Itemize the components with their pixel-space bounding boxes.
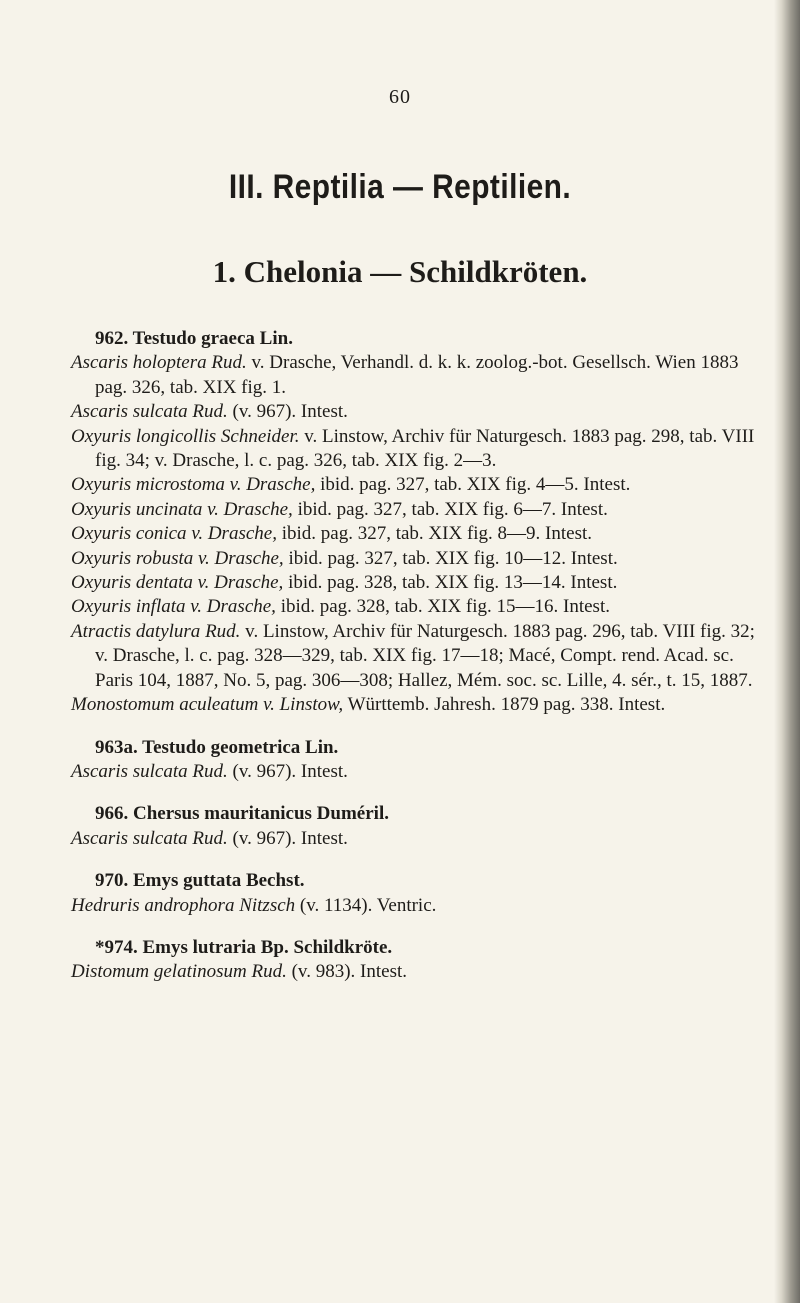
parasite-entry (71, 693, 771, 717)
parasite-name: Oxyuris longicollis (71, 425, 217, 447)
parasite-author: v. Drasche, (207, 498, 293, 520)
parasite-entry (71, 351, 771, 400)
parasite-name: Ascaris sulcata (71, 760, 188, 782)
host-species-heading: 962. Testudo graeca Lin. (95, 328, 293, 349)
reference-text: (v. 967). Intest. (227, 760, 348, 782)
parasite-author: v. Drasche, (191, 523, 277, 545)
parasite-name: Ascaris holoptera (71, 352, 207, 374)
parasite-name: Oxyuris uncinata (71, 498, 203, 520)
parasite-entry (71, 595, 771, 619)
parasite-entry (71, 760, 771, 784)
parasite-author: v. Drasche, (198, 547, 284, 569)
page-number: 60 (389, 86, 411, 108)
parasite-entry (71, 571, 771, 595)
parasite-author: Rud. (192, 401, 228, 423)
host-species-heading: 966. Chersus mauritanicus Duméril. (95, 803, 389, 825)
reference-text: (v. 1134). Ventric. (295, 894, 437, 916)
subsection-title: 1. Chelonia — Schildkröten. (212, 254, 588, 289)
parasite-entry (71, 498, 771, 522)
parasite-name: Hedruris androphora (71, 894, 235, 916)
parasite-entry (71, 473, 771, 497)
parasite-entry (71, 400, 771, 424)
reference-text: (v. 967). Intest. (227, 401, 348, 423)
section-title: III. Reptilia — Reptilien. (228, 168, 572, 206)
host-species-heading: *974. Emys lutraria Bp. Schildkröte. (95, 936, 393, 958)
parasite-author: v. Drasche, (197, 572, 284, 594)
parasite-entry (71, 547, 771, 571)
reference-text: ibid. pag. 328, tab. XIX fig. 13—14. Intest. (283, 572, 618, 594)
reference-text: ibid. pag. 328, tab. XIX fig. 15—16. Intest. (275, 596, 610, 618)
parasite-entry (71, 522, 771, 546)
parasite-name: Ascaris sulcata (71, 401, 188, 423)
page-edge-shadow (774, 0, 800, 1303)
parasite-name: Atractis datylura (71, 620, 201, 642)
parasite-entry (71, 894, 771, 918)
parasite-author: Rud. (251, 961, 287, 983)
parasite-author: Schneider. (220, 425, 300, 447)
parasite-name: Monostomum aculeatum (71, 694, 259, 716)
parasite-author: v. Linstow, (263, 694, 344, 716)
reference-text: Württemb. Jahresh. 1879 pag. 338. Intest. (343, 694, 666, 716)
reference-text: ibid. pag. 327, tab. XIX fig. 6—7. Intest. (292, 498, 608, 520)
parasite-name: Oxyuris dentata (71, 572, 193, 594)
reference-text: ibid. pag. 327, tab. XIX fig. 4—5. Intest. (315, 474, 631, 496)
page-body (71, 327, 771, 985)
parasite-name: Oxyuris conica (71, 523, 187, 545)
parasite-author: v. Drasche, (190, 596, 276, 618)
parasite-entry (71, 620, 771, 693)
reference-text: ibid. pag. 327, tab. XIX fig. 10—12. Intest. (283, 547, 618, 569)
parasite-entry (71, 827, 771, 851)
parasite-author: Rud. (192, 827, 228, 849)
parasite-author: Rud. (211, 352, 247, 374)
parasite-name: Oxyuris robusta (71, 547, 194, 569)
parasite-author: Rud. (205, 620, 241, 642)
parasite-author: Rud. (192, 760, 228, 782)
reference-text: v. Linstow, Archiv für Naturgesch. 1883 pag. 296, tab. VIII fig. 32; v. Drasche, l. c. pag. 328—329, tab. XIX fig. 17—18; Macé, Compt. rend. Acad. sc. Paris 104, 1887, No. 5, pag. 306—308; Hallez, Mém. soc. sc. Lille, 4. sér., t. 15, 1887. (95, 620, 755, 691)
parasite-entry (71, 425, 771, 474)
parasite-entry (71, 960, 771, 984)
parasite-name: Distomum gelatinosum (71, 961, 247, 983)
parasite-name: Ascaris sulcata (71, 827, 188, 849)
host-species-heading: 970. Emys guttata Bechst. (95, 870, 305, 892)
reference-text: ibid. pag. 327, tab. XIX fig. 8—9. Intest. (276, 523, 593, 545)
reference-text: (v. 983). Intest. (286, 961, 407, 983)
reference-text: (v. 967). Intest. (227, 827, 348, 849)
reference-text: v. Drasche, Verhandl. d. k. k. zoolog.-bot. Gesellsch. Wien 1883 pag. 326, tab. XIX fig. 1. (95, 352, 739, 398)
parasite-author: v. Drasche, (229, 474, 316, 496)
host-species-heading: 963a. Testudo geometrica Lin. (95, 736, 339, 758)
parasite-name: Oxyuris microstoma (71, 474, 225, 496)
parasite-author: Nitzsch (239, 894, 296, 916)
parasite-name: Oxyuris inflata (71, 596, 186, 618)
reference-text: v. Linstow, Archiv für Naturgesch. 1883 pag. 298, tab. VIII fig. 34; v. Drasche, l. c. pag. 326, tab. XIX fig. 2—3. (95, 425, 755, 472)
